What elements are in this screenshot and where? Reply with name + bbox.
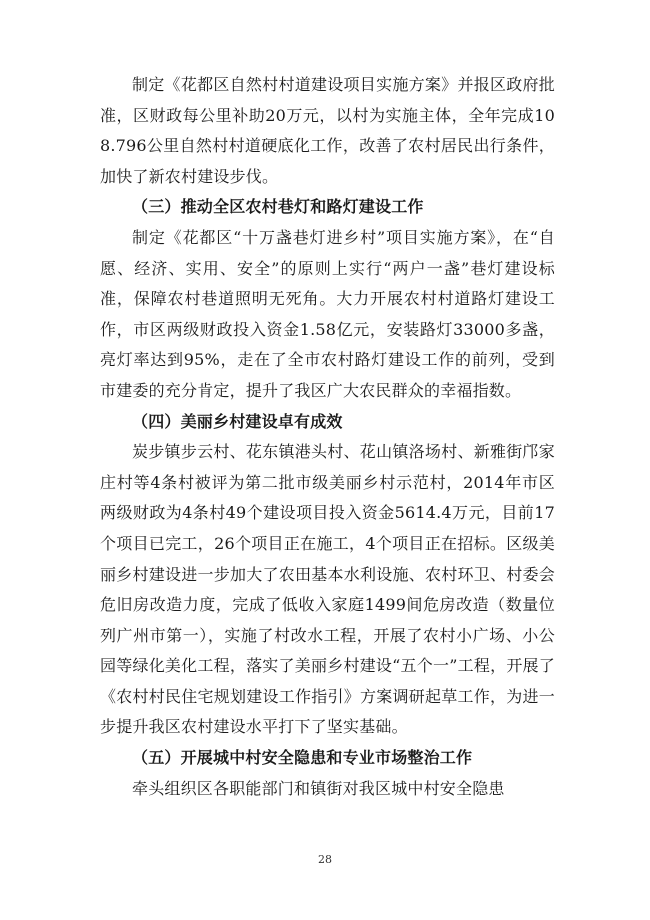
section-heading-street-lights: （三）推动全区农村巷灯和路灯建设工作	[132, 197, 424, 217]
section-heading-beautiful-villages: （四）美丽乡村建设卓有成效	[132, 411, 343, 431]
section-heading-urban-village-safety: （五）开展城中村安全隐患和专业市场整治工作	[132, 748, 473, 768]
paragraph-urban-village-safety: 牵头组织区各职能部门和镇街对我区城中村安全隐患	[132, 778, 505, 798]
paragraph-village-roads: 制定《花都区自然村村道建设项目实施方案》并报区政府批准，区财政每公里补助20万元，以村为实施主体，全年完成108.796公里自然村村道硬底化工作，改善了农村居民出行条件，加快了新农村建设步伐。	[100, 75, 555, 186]
page-number: 28	[318, 853, 332, 866]
page-body	[100, 70, 555, 804]
paragraph-street-lights: 制定《花都区“十万盏巷灯进乡村”项目实施方案》，在“自愿、经济、实用、安全”的原则上实行“两户一盏”巷灯建设标准，保障农村巷道照明无死角。大力开展农村村道路灯建设工作，市区两级财政投入资金1.58亿元，安装路灯33000多盏，亮灯率达到95%，走在了全市农村路灯建设工作的前列，受到市建委的充分肯定，提升了我区广大农民群众的幸福指数。	[100, 227, 555, 400]
paragraph-beautiful-villages: 炭步镇步云村、花东镇港头村、花山镇洛场村、新雅街邝家庄村等4条村被评为第二批市级美丽乡村示范村，2014年市区两级财政为4条村49个建设项目投入资金5614.4万元，目前17个项目已完工，26个项目正在施工，4个项目正在招标。区级美丽乡村建设进一步加大了农田基本水利设施、农村环卫、村委会危旧房改造力度，完成了低收入家庭1499间危房改造（数量位列广州市第一），实施了村改水工程，开展了农村小广场、小公园等绿化美化工程，落实了美丽乡村建设“五个一”工程，开展了《农村村民住宅规划建设工作指引》方案调研起草工作，为进一步提升我区农村建设水平打下了坚实基础。	[100, 442, 555, 737]
